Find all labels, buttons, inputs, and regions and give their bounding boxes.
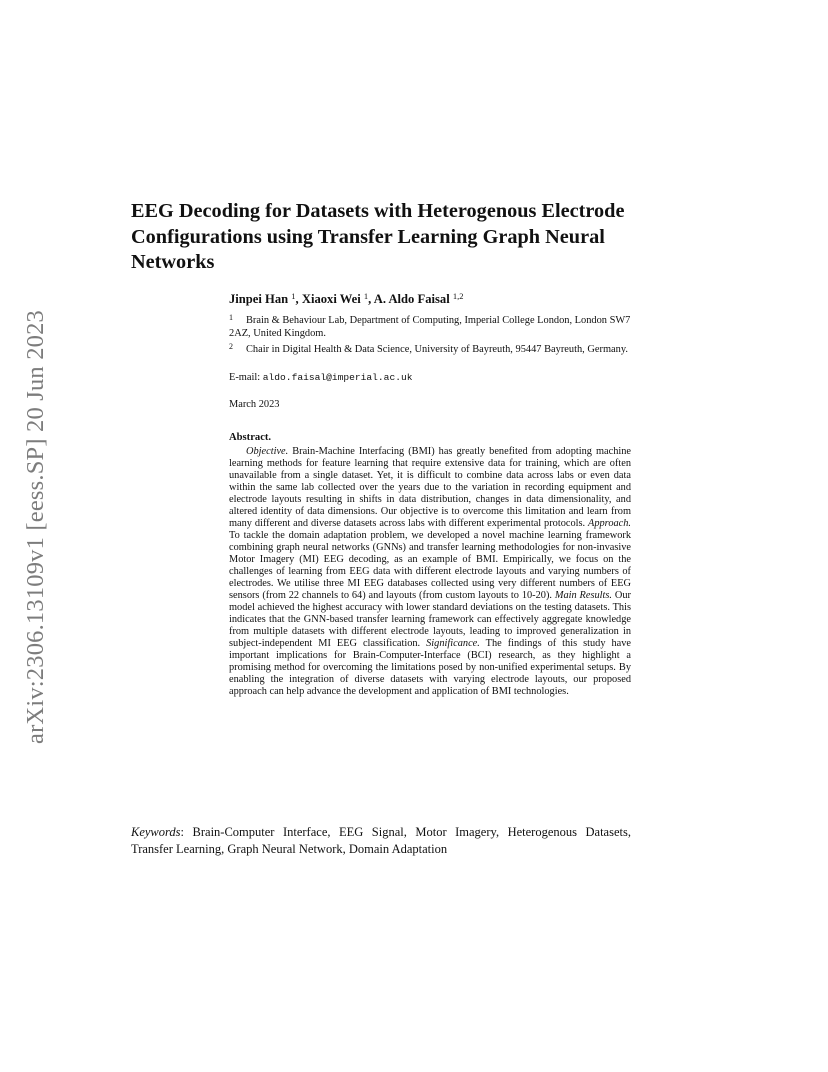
author-name: A. Aldo Faisal $^{1,2}$ (373, 291, 464, 306)
approach-label: Approach. (588, 518, 632, 529)
objective-text: Brain-Machine Interfacing (BMI) has greatly benefited from adopting machine learning methods for feature learning that require extensive data for training, which are often unavailable from a single dataset. Yet, it is difficult to combine data across labs or even data within the same lab collected over the years due to the variation in recording equipment and electrode layouts resulting in shifts in data distribution, changes in data dimensionality, and altered identity of data dimensions. Our objective is to overcome this limitation and learn from many different and diverse datasets across labs with different experimental protocols. (229, 446, 631, 529)
contact-email (229, 372, 412, 383)
affiliation: 1 Brain & Behaviour Lab, Department of Computing, Imperial College London, London SW7 2AZ, United Kingdom. (229, 313, 631, 339)
author-list: Jinpei Han $^1$, Xiaoxi Wei $^1$, A. Aldo Faisal $^{1,2}$ (229, 291, 464, 306)
author-name: Jinpei Han $^1$ (229, 291, 296, 306)
keywords-text: Brain-Computer Interface, EEG Signal, Motor Imagery, Heterogenous Datasets, Transfer Learning, Graph Neural Network, Domain Adaptation (131, 825, 631, 856)
significance-label: Significance. (426, 638, 480, 649)
results-text: Our model achieved the highest accuracy with lower standard deviations on the testing datasets. This indicates that the GNN-based transfer learning framework can effectively aggregate knowledge from multiple datasets with different electrode layouts, leading to improved generalization in subject-independent MI EEG classification. (229, 590, 631, 649)
email-label: E-mail: (229, 372, 261, 383)
arxiv-identifier: arXiv:2306.13109v1 [eess.SP] 20 Jun 2023 (22, 309, 49, 744)
keywords: Keywords: Brain-Computer Interface, EEG Signal, Motor Imagery, Heterogenous Datasets, Transfer Learning, Graph Neural Network, Domain Adaptation (131, 825, 631, 856)
paper-title: EEG Decoding for Datasets with Heterogenous Electrode Configurations using Transfer Learning Graph Neural Networks (131, 200, 625, 273)
abstract-heading: Abstract. (229, 432, 272, 443)
affiliation: 2 Chair in Digital Health & Data Science, University of Bayreuth, 95447 Bayreuth, Germany. (229, 341, 628, 355)
approach-text: To tackle the domain adaptation problem, we developed a novel machine learning framework combining graph neural networks (GNNs) and transfer learning methodologies for non-invasive Motor Imagery (MI) EEG decoding, as an example of BMI. Empirically, we focus on the challenges of learning from EEG data with different electrode layouts and varying numbers of electrodes. We utilise three MI EEG databases collected using very different numbers of EEG sensors (from 22 channels to 64) and layouts (from custom layouts to 10-20). (229, 530, 631, 601)
email-address: aldo.faisal@imperial.ac.uk (262, 372, 413, 383)
objective-label: Objective. (246, 446, 289, 457)
abstract-body (229, 446, 631, 698)
affiliations (229, 312, 633, 356)
publication-date: March 2023 (229, 399, 280, 410)
results-label: Main Results. (554, 590, 613, 601)
significance-text: The findings of this study have important implications for Brain-Computer-Interface (BCI) research, as they highlight a promising method for overcoming the limitations posed by non-unified experimental setups. By enabling the integration of diverse datasets with varying electrode layouts, our proposed approach can help advance the development and application of BMI technologies. (229, 638, 632, 697)
keywords-label: Keywords (131, 825, 181, 839)
author-name: Xiaoxi Wei $^1$ (301, 291, 369, 306)
